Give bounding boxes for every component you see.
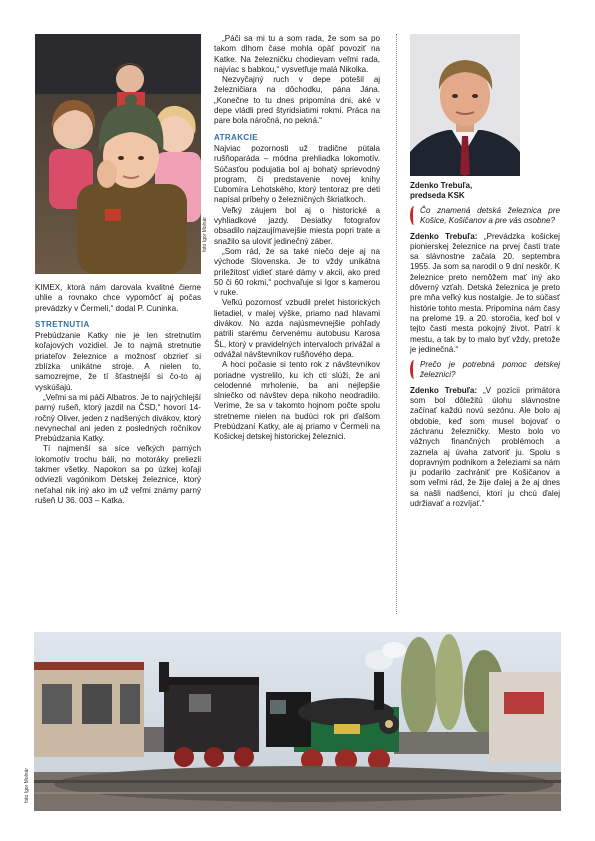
col1-paragraph: KIMEX, ktorá nám darovala kvalitné čierne uhlie a rovnako chce vypomôcť aj počas prevádzky v Čermeli,“ dodal P. Cuninka.	[35, 283, 201, 313]
column-2	[214, 34, 380, 443]
col1-paragraph: Tí najmenší sa síce veľkých parných lokomotív trochu báli, no motoráky preliezli takmer všetky. Napokon sa po úzkej koľaji odviezli vagónikom Detskej železnice, ktorý neťahal nik iný ako im už veľmi známy parný rušeň U 36. 003 – Katka.	[35, 444, 201, 505]
question-text: Čo znamená detská železnica pre Košice, Košičanov a pre vás osobne?	[420, 206, 560, 226]
quote-mark-icon	[410, 206, 418, 225]
col2-paragraph: Nezvyčajný ruch v depe potešil aj železničiara na dôchodku, pána Jána. „Konečne to tu dnes pripomína dni, aké v depe vládli pred štyridsiatimi rokmi. Práca na pare bola náročná, no pekná.“	[214, 75, 380, 126]
col2-paragraph: „Páči sa mi tu a som rada, že som sa po takom dlhom čase mohla opäť povoziť na Katke. Na železničku chodievam veľmi rada, najviac s babkou,“ vysvetľuje malá Nikolka.	[214, 34, 380, 74]
col2-paragraph: „Som rád, že sa také niečo deje aj na východe Slovenska. Je to vždy unikátna príležitosť vidieť staré dámy v akcii, ako pred 50 či 60 rokmi,“ pochvaľuje si Igor s kamerou v ruke.	[214, 246, 380, 298]
column-divider	[396, 34, 397, 614]
photo-credit-bottom: foto Igor Molnár	[24, 767, 30, 803]
col1-paragraph: „Veľmi sa mi páči Albatros. Je to najrýchlejší parný rušeň, ktorý jazdil na ČSD,“ hovorí 14-ročný Oliver, jeden z nadšených divákov, ktorý nevynechal ani jeden z posledných ročníkov Prebúdzania Katky.	[35, 392, 202, 444]
column-3	[410, 181, 560, 509]
interview-answer	[410, 232, 560, 356]
column-1	[35, 283, 201, 506]
subheading-stretnutia: STRETNUTIA	[35, 319, 90, 329]
photo-credit-top: foto Igor Molnár	[202, 216, 208, 252]
answer-text: „V pozícii primátora som bol dôležitú úlohu slávnostne začínať každú novú sezónu. Ale bolo aj obdobie, keď som musel bojovať o záchranu železničky. Mesto bolo vo vážnych finančných problémoch a zaznela aj úvaha zatvoriť ju. Spolu s dopravným podnikom a železiami sa nám ju podarilo zachrániť pre Košičanov a som veľmi rád, že žije ďalej a že aj dnes sa našli nadšenci, ktorí ju chcú ďalej udržiavať a rozvíjať.“	[410, 385, 560, 509]
locomotives-photo	[34, 632, 561, 811]
interview-question	[410, 206, 560, 227]
speaker-name: Zdenko Trebuľa:	[410, 385, 478, 395]
subheading-atrakcie: ATRAKCIE	[214, 132, 258, 142]
question-text: Prečo je potrebná pomoc detskej železnici?	[420, 360, 560, 380]
interview-answer	[410, 386, 560, 510]
speaker-name: Zdenko Trebuľa:	[410, 231, 478, 241]
interview-question	[410, 360, 560, 381]
col2-paragraph: Veľkú pozornosť vzbudil prelet historických lietadiel, v malej výške, priamo nad hlavami divákov. No azda najúsmevnejšie pohľady patrili starému červenému autobusu Karosa ŠL, ktorý v pravidelných intervaloch privážal a odvážal návštevníkov rušňového depa.	[214, 298, 380, 359]
portrait-photo	[410, 34, 520, 176]
col2-paragraph: Najviac pozornosti už tradične pútala rušňoparáda – módna prehliadka lokomotív. Súčasťou podujatia bol aj bohatý sprievodný program, či predstavenie novej knihy Ľubomíra Lehotského, ktorý tentoraz pre deti napísal príbehy o železničných škriatkoch.	[214, 143, 380, 205]
answer-text: „Prevádzka košickej pionierskej železnice na prvej časti trate sa slávnostne začala 20. septembra 1955. Ja som sa narodil o 9 dní neskôr. K železnice preto nemôžem mať iný ako dôverný vzťah. Detská železnica je preto pre mňa veľký kus nostalgie. Je to súčasť histórie tohto mesta. Pripomína nám časy na prelome 19. a 20. storočia, keď bol v tejto časti mesta pokojný život. Patrí k mestu, a tak by to malo byť vždy, pretože je jedinečná.“	[410, 231, 560, 354]
children-photo	[35, 34, 201, 274]
quote-mark-icon	[410, 360, 418, 379]
col2-paragraph: Veľký záujem bol aj o historické a vyhliadkové jazdy. Desiatky fotografov obsadilo najzaujímavejšie miesta popri trate a snažilo sa uloviť jedinečný záber.	[214, 205, 380, 246]
col2-paragraph: A hoci počasie si tento rok z návštevníkov poriadne vystrelilo, ku ich cti slúži, že ani celodenné mrholenie, ba ani nejlepšie slniečko od návštev depa nikoho neodradilo. Veríme, že sa v takomto hojnom počte spolu stretneme nielen na budúci rok pri ďalšom Prebúdzaní Katky, ale aj priamo v Čermeli na Košickej detskej historickej železnici.	[214, 360, 380, 442]
portrait-caption-role: predseda KSK	[410, 191, 465, 200]
col1-paragraph: Prebúdzanie Katky nie je len stretnutím koľajových vozidiel. Je to najmä stretnutie priateľov železnice a možnosť obzrieť si zblízka unikátne stroje. A nielen to, samozrejme, že tí šťastnejší si čo-to aj vyskúšajú.	[35, 331, 201, 392]
portrait-caption-name: Zdenko Trebuľa,	[410, 181, 473, 190]
